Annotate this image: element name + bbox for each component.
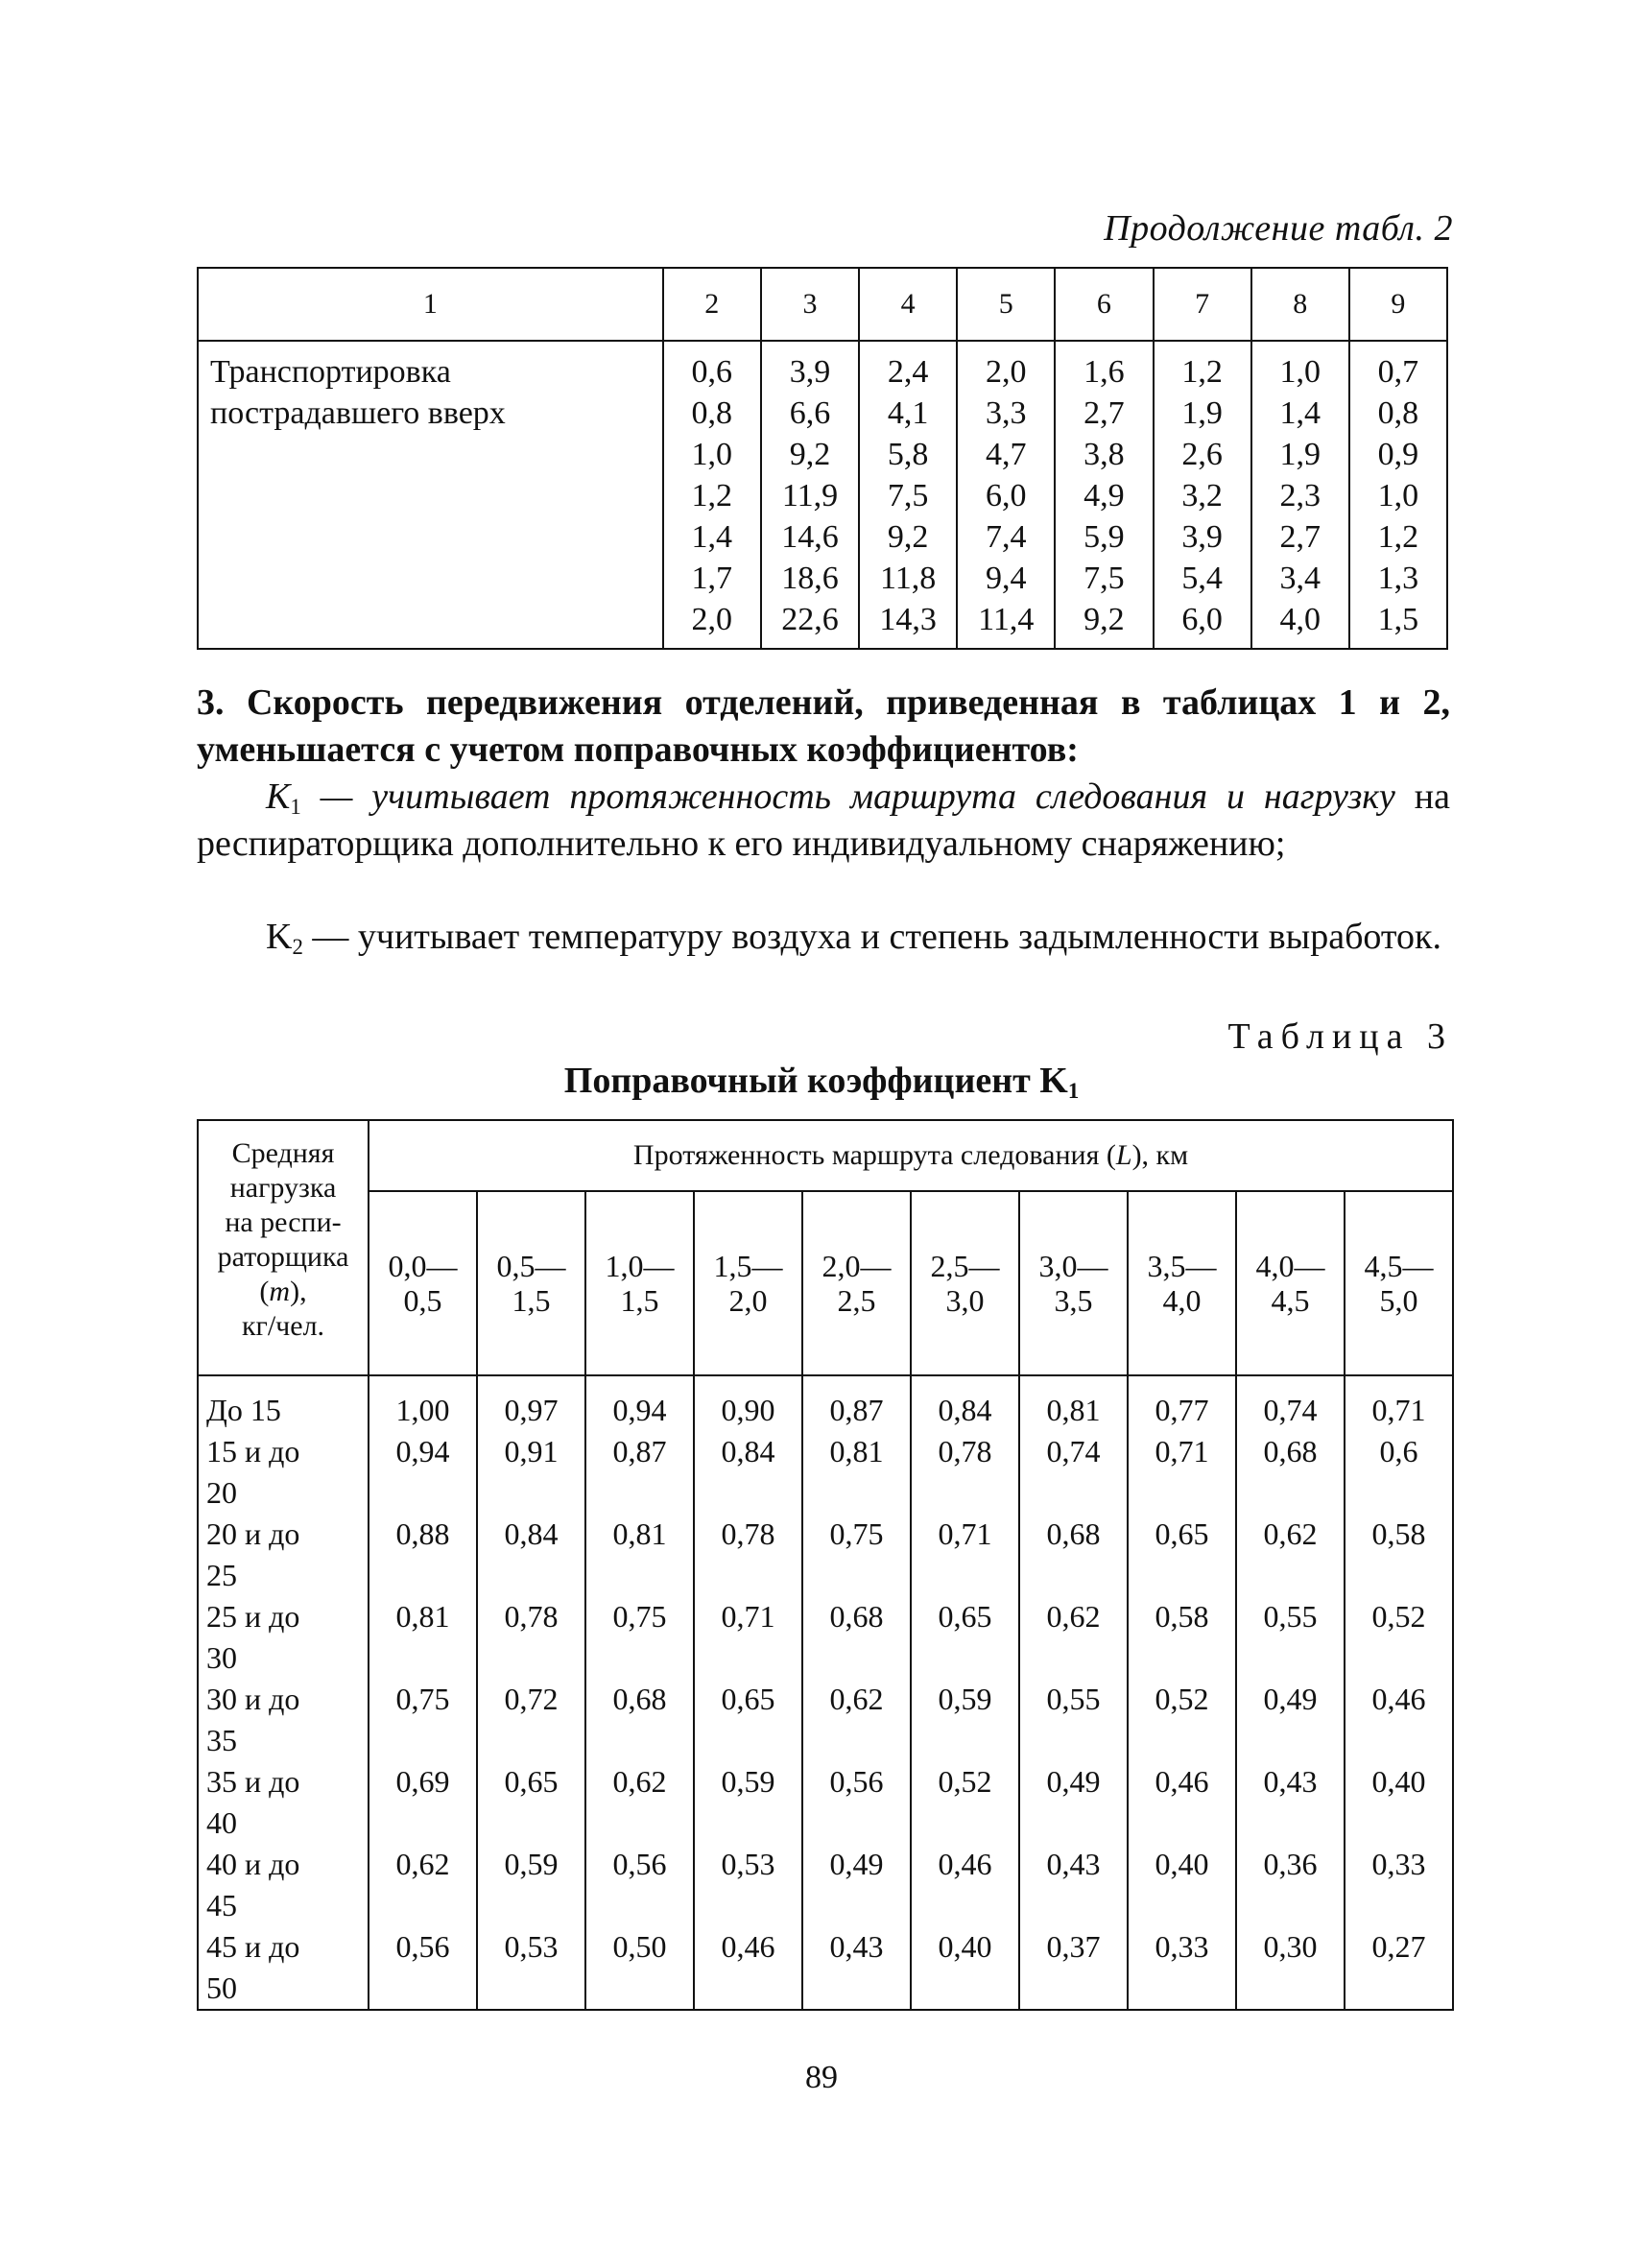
table3-cell: 0,69 xyxy=(395,1764,450,1799)
table3-range-5 xyxy=(802,1191,911,1375)
table2-cell: 0,7 xyxy=(1377,354,1419,390)
table3-cell: 0,49 xyxy=(1046,1764,1101,1799)
table3-load-line: 25 и до xyxy=(206,1599,300,1634)
table3-range-part: 3,5— xyxy=(1147,1249,1217,1283)
table3-col-6 xyxy=(911,1375,1019,2010)
table3-cell: 0,56 xyxy=(612,1847,667,1881)
table3-cell: 0,68 xyxy=(829,1599,884,1634)
table3-cell: 0,71 xyxy=(938,1516,992,1551)
table2-cell: 0,6 xyxy=(691,354,733,390)
table2-col-5 xyxy=(957,341,1055,649)
table3-cell: 0,43 xyxy=(1046,1847,1101,1881)
table3-cell: 0,56 xyxy=(829,1764,884,1799)
table3-cell: 0,59 xyxy=(938,1682,992,1716)
table3-range-part: 1,5— xyxy=(713,1249,783,1283)
table3-cell: 0,46 xyxy=(721,1929,775,1964)
table2-cell: 9,2 xyxy=(789,437,831,472)
table3-cell: 0,62 xyxy=(1263,1516,1318,1551)
table3-range-part: 5,0 xyxy=(1379,1283,1418,1318)
table3-cell: 0,46 xyxy=(1371,1682,1426,1716)
table3-cell: 0,74 xyxy=(1263,1393,1318,1427)
table2-cell: 1,7 xyxy=(691,561,733,596)
table3-cell: 0,56 xyxy=(395,1929,450,1964)
table3-cell: 0,68 xyxy=(612,1682,667,1716)
table3 xyxy=(197,1119,1454,2011)
table3-range-part: 1,5 xyxy=(620,1283,659,1318)
table2-header-3: 3 xyxy=(761,268,859,341)
table2-cell: 2,0 xyxy=(986,354,1027,390)
table3-cell: 0,49 xyxy=(829,1847,884,1881)
table3-cell: 0,71 xyxy=(1155,1434,1209,1468)
k2-text: — учитывает температуру воздуха и степень задымленности выработок. xyxy=(302,917,1441,957)
table2-cell: 1,0 xyxy=(691,437,733,472)
table2-header-4: 4 xyxy=(859,268,957,341)
table3-row-header-line: кг/чел. xyxy=(241,1310,325,1342)
table3-title-subscript: 1 xyxy=(1067,1079,1080,1103)
k1-italic-text: — учитывает протяженность маршрута следования и нагрузку xyxy=(300,776,1395,817)
table3-cell: 0,71 xyxy=(721,1599,775,1634)
table3-row-header-line: нагрузка xyxy=(229,1172,337,1204)
k1-symbol: K xyxy=(266,776,291,817)
table3-row-header-line: на респи- xyxy=(225,1206,342,1238)
table3-row-header-line: раторщика xyxy=(217,1241,349,1273)
table3-cell: 0,81 xyxy=(829,1434,884,1468)
table2-col-2 xyxy=(663,341,761,649)
table2-cell: 4,1 xyxy=(887,395,929,431)
table3-cell: 0,52 xyxy=(938,1764,992,1799)
table3-cell: 0,40 xyxy=(1155,1847,1209,1881)
table3-range-part: 0,5— xyxy=(496,1249,566,1283)
table3-cell: 0,94 xyxy=(395,1434,450,1468)
table3-cell: 0,62 xyxy=(829,1682,884,1716)
table3-col-4 xyxy=(694,1375,802,2010)
table2-cell: 3,3 xyxy=(986,395,1027,431)
table3-range-part: 2,5— xyxy=(930,1249,1000,1283)
table2-cell: 1,9 xyxy=(1181,395,1223,431)
table2-row-label xyxy=(198,341,663,649)
table3-range-10 xyxy=(1345,1191,1453,1375)
table3-cell: 1,00 xyxy=(395,1393,450,1427)
table3-load-line: 35 xyxy=(206,1723,237,1757)
table2-cell: 6,6 xyxy=(789,395,831,431)
table2-header-2: 2 xyxy=(663,268,761,341)
table2-cell: 3,8 xyxy=(1083,437,1125,472)
table2-cell: 9,4 xyxy=(986,561,1027,596)
table3-cell: 0,87 xyxy=(829,1393,884,1427)
table3-range-part: 2,5 xyxy=(837,1283,876,1318)
table2-cell: 3,2 xyxy=(1181,478,1223,513)
table3-cell: 0,88 xyxy=(395,1516,450,1551)
table3-cell: 0,94 xyxy=(612,1393,667,1427)
table2-cell: 1,4 xyxy=(1279,395,1321,431)
table3-range-part: 0,0— xyxy=(388,1249,458,1283)
table3-cell: 0,27 xyxy=(1371,1929,1426,1964)
table3-cell: 0,55 xyxy=(1263,1599,1318,1634)
table2-cell: 7,5 xyxy=(887,478,929,513)
table3-cell: 0,53 xyxy=(721,1847,775,1881)
k2-subscript: 2 xyxy=(292,935,303,959)
table2-cell: 4,7 xyxy=(986,437,1027,472)
table3-range-7 xyxy=(1019,1191,1128,1375)
table3-cell: 0,43 xyxy=(829,1929,884,1964)
table3-load-line: 30 и до xyxy=(206,1682,300,1716)
table3-cell: 0,62 xyxy=(612,1764,667,1799)
table3-col-9 xyxy=(1236,1375,1345,2010)
table3-cell: 0,46 xyxy=(1155,1764,1209,1799)
table2-cell: 2,0 xyxy=(691,602,733,637)
table2-cell: 6,0 xyxy=(986,478,1027,513)
table2-cell: 1,0 xyxy=(1279,354,1321,390)
table2-cell: 0,9 xyxy=(1377,437,1419,472)
table3-cell: 0,36 xyxy=(1263,1847,1318,1881)
table3-cell: 0,75 xyxy=(612,1599,667,1634)
table3-cell: 0,84 xyxy=(938,1393,992,1427)
table2-cell: 1,2 xyxy=(691,478,733,513)
table2-header-7: 7 xyxy=(1154,268,1251,341)
table3-cell: 0,65 xyxy=(1155,1516,1209,1551)
table3-cell: 0,59 xyxy=(504,1847,559,1881)
table2-cell: 22,6 xyxy=(781,602,839,637)
table2-cell: 11,9 xyxy=(781,478,839,513)
table3-cell: 0,59 xyxy=(721,1764,775,1799)
table2-cell: 11,8 xyxy=(879,561,937,596)
table3-range-part: 0,5 xyxy=(403,1283,442,1318)
table2-col-3 xyxy=(761,341,859,649)
table3-cell: 0,62 xyxy=(1046,1599,1101,1634)
table3-cell: 0,75 xyxy=(395,1682,450,1716)
table3-range-2 xyxy=(477,1191,585,1375)
table2-cell: 7,4 xyxy=(986,519,1027,555)
table3-range-part: 3,0 xyxy=(945,1283,985,1318)
table2-col-9 xyxy=(1349,341,1447,649)
table2-cell: 11,4 xyxy=(978,602,1035,637)
table3-cell: 0,87 xyxy=(612,1434,667,1468)
table2-cell: 2,7 xyxy=(1279,519,1321,555)
table3-cell: 0,78 xyxy=(721,1516,775,1551)
table2-col-8 xyxy=(1251,341,1349,649)
table3-load-line: 35 и до xyxy=(206,1764,300,1799)
table3-load-line: 20 xyxy=(206,1475,237,1510)
table3-range-part: 4,5 xyxy=(1271,1283,1310,1318)
table3-cell: 0,75 xyxy=(829,1516,884,1551)
table3-load-line: 20 и до xyxy=(206,1516,300,1551)
table2-col-4 xyxy=(859,341,957,649)
table3-range-part: 3,5 xyxy=(1054,1283,1093,1318)
table2-cell: 1,9 xyxy=(1279,437,1321,472)
table3-cell: 0,65 xyxy=(938,1599,992,1634)
continuation-label: Продолжение табл. 2 xyxy=(1104,208,1453,249)
table3-load-line: 40 и до xyxy=(206,1847,300,1881)
table3-cell: 0,78 xyxy=(938,1434,992,1468)
table3-row-header-line: Средняя xyxy=(231,1137,335,1169)
table3-range-3 xyxy=(585,1191,694,1375)
table2-cell: 7,5 xyxy=(1083,561,1125,596)
table2-cell: 9,2 xyxy=(887,519,929,555)
table3-cell: 0,50 xyxy=(612,1929,667,1964)
table3-cell: 0,71 xyxy=(1371,1393,1426,1427)
table2-cell: 2,6 xyxy=(1181,437,1223,472)
table3-cell: 0,49 xyxy=(1263,1682,1318,1716)
table3-range-8 xyxy=(1128,1191,1236,1375)
table2-cell: 1,0 xyxy=(1377,478,1419,513)
table3-title-text: Поправочный коэффициент K xyxy=(563,1061,1068,1101)
table3-range-6 xyxy=(911,1191,1019,1375)
table3-cell: 0,68 xyxy=(1046,1516,1101,1551)
table3-cell: 0,90 xyxy=(721,1393,775,1427)
table2-cell: 1,6 xyxy=(1083,354,1125,390)
table2-cell: 2,7 xyxy=(1083,395,1125,431)
table3-cell: 0,53 xyxy=(504,1929,559,1964)
table3-load-line: 25 xyxy=(206,1558,237,1592)
table3-caption: Таблица 3 xyxy=(1227,1016,1453,1057)
table3-row-header-line: (m), xyxy=(259,1276,307,1307)
table2-cell: 4,0 xyxy=(1279,602,1321,637)
table3-cell: 0,65 xyxy=(504,1764,559,1799)
table3-load-line: 40 xyxy=(206,1805,237,1840)
table3-range-part: 3,0— xyxy=(1038,1249,1108,1283)
table3-col-2 xyxy=(477,1375,585,2010)
table3-cell: 0,72 xyxy=(504,1682,559,1716)
table3-cell: 0,40 xyxy=(938,1929,992,1964)
table2-cell: 3,4 xyxy=(1279,561,1321,596)
k2-symbol: K xyxy=(266,917,293,957)
table3-range-9 xyxy=(1236,1191,1345,1375)
table3-cell: 0,40 xyxy=(1371,1764,1426,1799)
table2-header-9: 9 xyxy=(1349,268,1447,341)
page-number: 89 xyxy=(805,2060,838,2095)
table3-cell: 0,33 xyxy=(1371,1847,1426,1881)
table2-cell: 5,4 xyxy=(1181,561,1223,596)
table3-cell: 0,74 xyxy=(1046,1434,1101,1468)
table3-loads xyxy=(198,1375,369,2010)
table3-load-line: До 15 xyxy=(206,1393,281,1427)
table3-load-line: 30 xyxy=(206,1640,237,1675)
table3-range-4 xyxy=(694,1191,802,1375)
table3-title xyxy=(0,1060,1643,1102)
table3-cell: 0,46 xyxy=(938,1847,992,1881)
table2 xyxy=(197,267,1448,650)
table3-row-header xyxy=(198,1120,369,1375)
table2-header-1: 1 xyxy=(198,268,663,341)
table3-cell: 0,33 xyxy=(1155,1929,1209,1964)
table2-cell: 0,8 xyxy=(1377,395,1419,431)
table3-cell: 0,52 xyxy=(1155,1682,1209,1716)
table3-col-1 xyxy=(369,1375,477,2010)
table3-cell: 0,55 xyxy=(1046,1682,1101,1716)
table2-cell: 18,6 xyxy=(781,561,839,596)
table3-cell: 0,62 xyxy=(395,1847,450,1881)
table3-range-part: 1,0— xyxy=(605,1249,675,1283)
table2-cell: 2,3 xyxy=(1279,478,1321,513)
table2-cell: 5,8 xyxy=(887,437,929,472)
table2-row-label-text: Транспортировка пострадавшего вверх xyxy=(210,354,506,431)
table2-cell: 14,3 xyxy=(879,602,937,637)
table3-col-7 xyxy=(1019,1375,1128,2010)
table3-cell: 0,91 xyxy=(504,1434,559,1468)
table3-cell: 0,81 xyxy=(612,1516,667,1551)
table2-cell: 1,2 xyxy=(1377,519,1419,555)
table3-col-5 xyxy=(802,1375,911,2010)
table2-cell: 1,5 xyxy=(1377,602,1419,637)
table3-cell: 0,6 xyxy=(1379,1434,1418,1468)
table2-cell: 5,9 xyxy=(1083,519,1125,555)
table2-header-8: 8 xyxy=(1251,268,1349,341)
table3-col-10 xyxy=(1345,1375,1453,2010)
table2-cell: 4,9 xyxy=(1083,478,1125,513)
table2-cell: 1,2 xyxy=(1181,354,1223,390)
table3-cell: 0,81 xyxy=(1046,1393,1101,1427)
table3-load-line: 50 xyxy=(206,1970,237,2005)
table2-cell: 1,4 xyxy=(691,519,733,555)
table2-cell: 6,0 xyxy=(1181,602,1223,637)
table3-load-line: 45 и до xyxy=(206,1929,300,1964)
table3-cell: 0,52 xyxy=(1371,1599,1426,1634)
table3-cell: 0,43 xyxy=(1263,1764,1318,1799)
table2-cell: 9,2 xyxy=(1083,602,1125,637)
table3-range-part: 4,0— xyxy=(1255,1249,1325,1283)
table3-cell: 0,30 xyxy=(1263,1929,1318,1964)
table2-cell: 3,9 xyxy=(1181,519,1223,555)
table3-cell: 0,84 xyxy=(721,1434,775,1468)
k1-subscript: 1 xyxy=(290,795,301,819)
table3-range-part: 4,0 xyxy=(1162,1283,1202,1318)
table3-cell: 0,81 xyxy=(395,1599,450,1634)
table3-cell: 0,97 xyxy=(504,1393,559,1427)
table2-cell: 14,6 xyxy=(781,519,839,555)
table2-header-6: 6 xyxy=(1055,268,1153,341)
table2-cell: 1,3 xyxy=(1377,561,1419,596)
table3-cell: 0,58 xyxy=(1155,1599,1209,1634)
table2-cell: 0,8 xyxy=(691,395,733,431)
table2-header-5: 5 xyxy=(957,268,1055,341)
table3-range-part: 2,0 xyxy=(728,1283,768,1318)
table3-cell: 0,68 xyxy=(1263,1434,1318,1468)
table3-cell: 0,84 xyxy=(504,1516,559,1551)
table3-span-header: Протяженность маршрута следования (L), км xyxy=(369,1120,1453,1191)
table3-range-part: 4,5— xyxy=(1364,1249,1434,1283)
table3-load-line: 45 xyxy=(206,1888,237,1922)
table3-range-1 xyxy=(369,1191,477,1375)
table3-range-part: 2,0— xyxy=(822,1249,892,1283)
table3-cell: 0,37 xyxy=(1046,1929,1101,1964)
table3-range-part: 1,5 xyxy=(512,1283,551,1318)
table3-col-3 xyxy=(585,1375,694,2010)
table2-cell: 3,9 xyxy=(789,354,831,390)
table3-cell: 0,65 xyxy=(721,1682,775,1716)
table3-cell: 0,58 xyxy=(1371,1516,1426,1551)
table3-cell: 0,78 xyxy=(504,1599,559,1634)
table3-cell: 0,77 xyxy=(1155,1393,1209,1427)
table3-load-line: 15 и до xyxy=(206,1434,300,1468)
table2-col-7 xyxy=(1154,341,1251,649)
k1-paragraph xyxy=(197,774,1450,868)
table3-col-8 xyxy=(1128,1375,1236,2010)
table2-col-6 xyxy=(1055,341,1153,649)
k1-rest-text: на респираторщика дополнительно к его индивидуальному снаряжению; xyxy=(197,776,1450,864)
table2-cell: 2,4 xyxy=(887,354,929,390)
k2-paragraph xyxy=(197,914,1450,961)
section3-heading: 3. Скорость передвижения отделений, приведенная в таблицах 1 и 2, уменьшается с учетом поправочных коэффициентов: xyxy=(197,682,1450,770)
